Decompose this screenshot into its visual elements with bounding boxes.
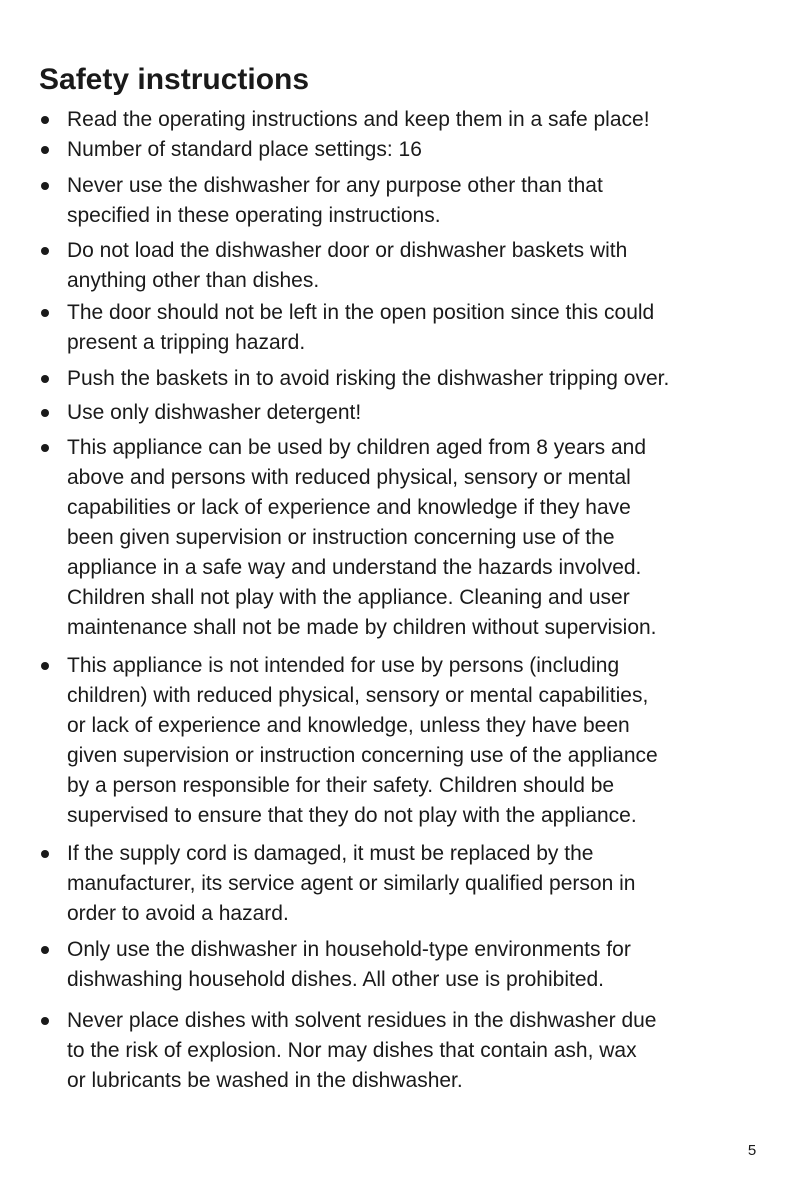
bullet-icon (41, 1017, 49, 1025)
list-item-text: Read the operating instructions and keep them in a safe place! (67, 108, 650, 131)
list-item-text: Only use the dishwasher in household-type environments for dishwashing household dishes. All other use is prohibited. (67, 938, 631, 991)
list-item-text: Never use the dishwasher for any purpose other than that specified in these operating instructions. (67, 174, 603, 227)
list-item (39, 364, 775, 394)
list-item (39, 135, 775, 165)
list-item (39, 433, 775, 643)
bullet-icon (41, 409, 49, 417)
bullet-icon (41, 850, 49, 858)
list-item-text: Do not load the dishwasher door or dishwasher baskets with anything other than dishes. (67, 239, 628, 292)
page-number: 5 (747, 1142, 757, 1159)
list-item (39, 839, 775, 929)
bullet-icon (41, 375, 49, 383)
list-item-text: The door should not be left in the open position since this could present a tripping hazard. (67, 301, 655, 354)
list-item (39, 398, 775, 428)
list-item (39, 298, 775, 358)
list-item-text: This appliance is not intended for use by persons (including children) with reduced physical, sensory or mental capabilities, or lack of experience and knowledge, unless they have been given supervision or instruction concerning use of the appliance by a person responsible for their safety. Children should be supervised to ensure that they do not play with the appliance. (67, 654, 658, 827)
list-item (39, 171, 775, 231)
page-title: Safety instructions (39, 63, 310, 96)
bullet-icon (41, 247, 49, 255)
bullet-icon (41, 116, 49, 124)
list-item (39, 1006, 775, 1096)
list-item-text: This appliance can be used by children aged from 8 years and above and persons with reduced physical, sensory or mental capabilities or lack of experience and knowledge if they have been given supervision or instruction concerning use of the appliance in a safe way and understand the hazards involved. Children shall not play with the appliance. Cleaning and user maintenance shall not be made by children without supervision. (67, 436, 657, 639)
list-item (39, 236, 775, 296)
list-item (39, 105, 775, 135)
list-item-text: Number of standard place settings: 16 (67, 138, 422, 161)
list-item (39, 935, 775, 995)
bullet-icon (41, 309, 49, 317)
list-item (39, 651, 775, 831)
list-item-text: If the supply cord is damaged, it must be replaced by the manufacturer, its service agent or similarly qualified person in order to avoid a hazard. (67, 842, 636, 925)
bullet-icon (41, 182, 49, 190)
list-item-text: Push the baskets in to avoid risking the dishwasher tripping over. (67, 367, 670, 390)
list-item-text: Use only dishwasher detergent! (67, 401, 362, 424)
bullet-icon (41, 946, 49, 954)
list-item-text: Never place dishes with solvent residues in the dishwasher due to the risk of explosion. Nor may dishes that contain ash, wax or lubricants be washed in the dishwasher. (67, 1009, 657, 1092)
bullet-icon (41, 146, 49, 154)
bullet-icon (41, 444, 49, 452)
bullet-icon (41, 662, 49, 670)
